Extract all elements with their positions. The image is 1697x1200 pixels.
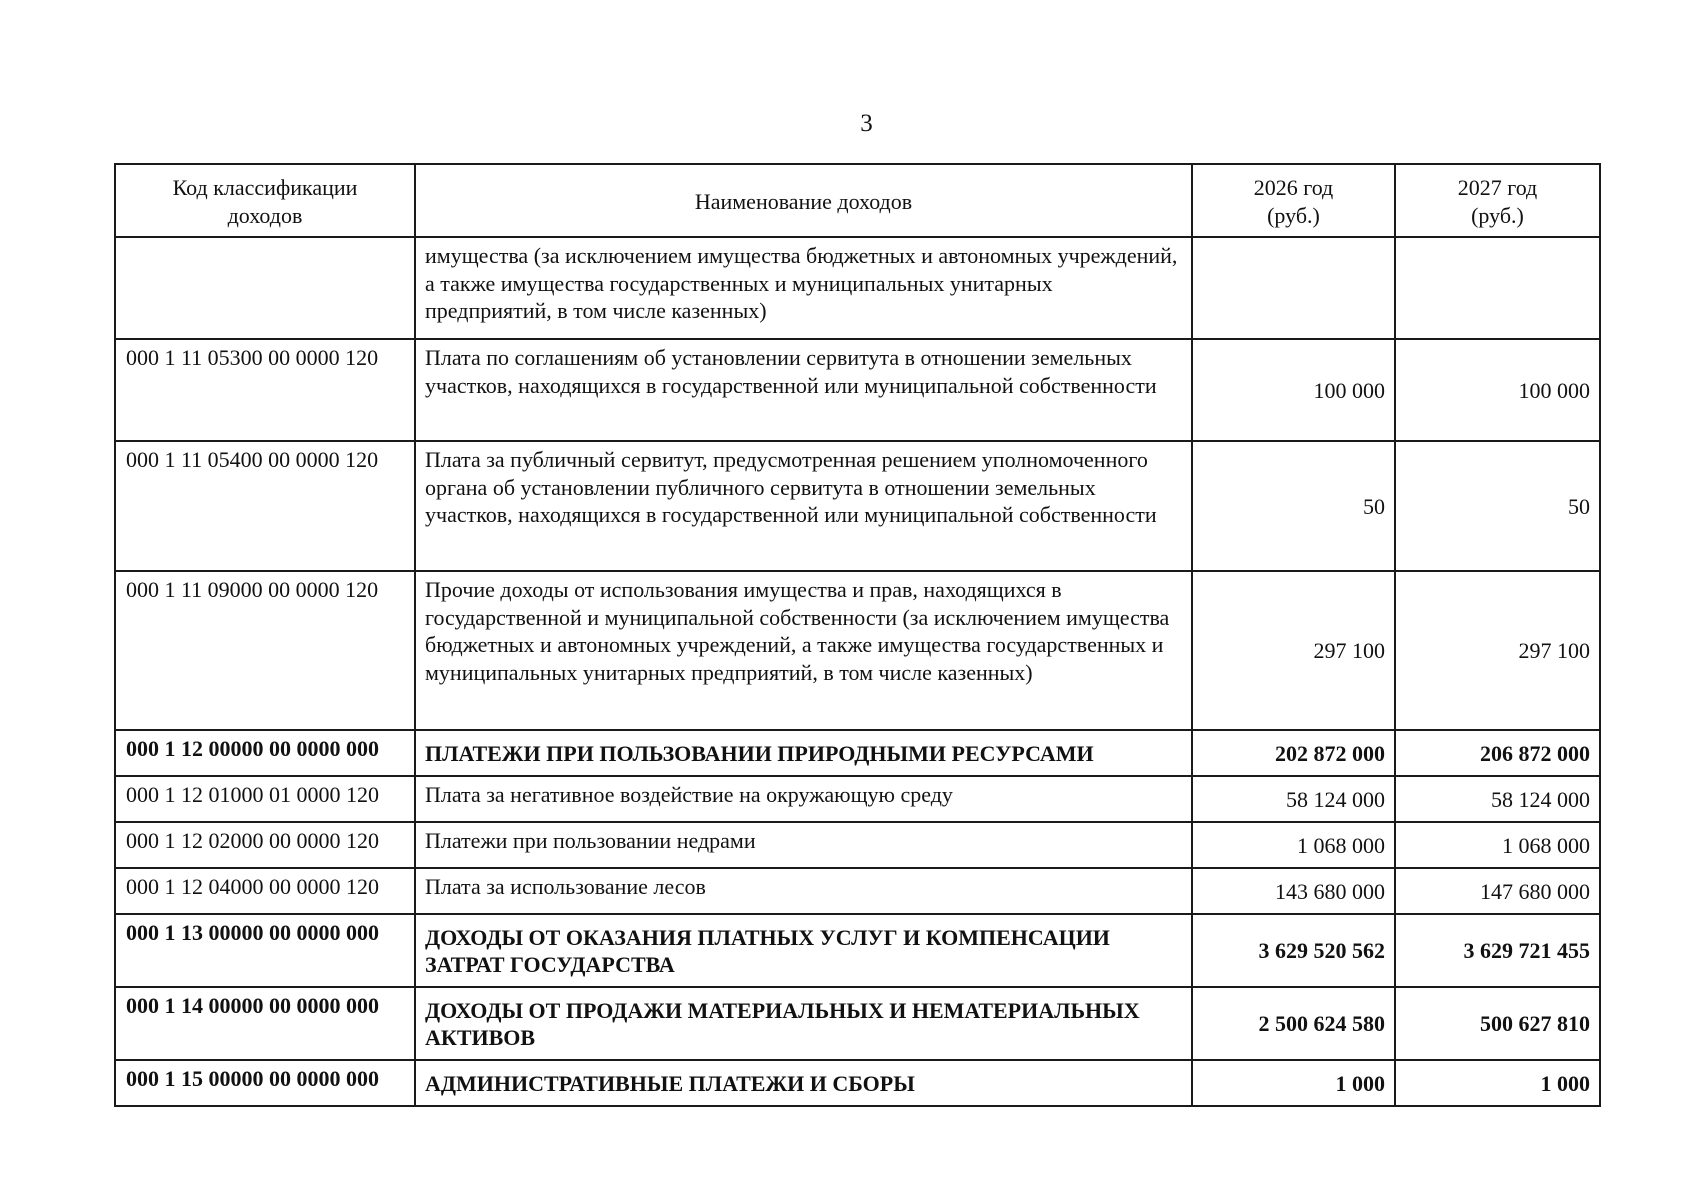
row-name: АДМИНИСТРАТИВНЫЕ ПЛАТЕЖИ И СБОРЫ xyxy=(415,1060,1192,1106)
row-value-2026: 2 500 624 580 xyxy=(1192,987,1395,1060)
row-value-2027: 3 629 721 455 xyxy=(1395,914,1600,987)
page-number: 3 xyxy=(860,110,873,137)
table-row xyxy=(115,1060,1600,1106)
header-year-2027: 2027 год (руб.) xyxy=(1395,164,1600,237)
row-code: 000 1 11 05400 00 0000 120 xyxy=(115,441,415,571)
row-value-2027: 50 xyxy=(1395,441,1600,571)
table-row xyxy=(115,571,1600,730)
row-name: ДОХОДЫ ОТ ПРОДАЖИ МАТЕРИАЛЬНЫХ И НЕМАТЕРИАЛЬНЫХ АКТИВОВ xyxy=(415,987,1192,1060)
table-row xyxy=(115,339,1600,441)
row-code: 000 1 12 04000 00 0000 120 xyxy=(115,868,415,914)
row-name: Плата за негативное воздействие на окружающую среду xyxy=(415,776,1192,822)
table-row xyxy=(115,441,1600,571)
header-name: Наименование доходов xyxy=(415,164,1192,237)
income-table xyxy=(114,163,1601,1107)
row-name: Плата за публичный сервитут, предусмотренная решением уполномоченного органа об установлении публичного сервитута в отношении земельных участков, находящихся в государственной или муниципальной собственности xyxy=(415,441,1192,571)
row-code: 000 1 12 01000 01 0000 120 xyxy=(115,776,415,822)
row-value-2026: 143 680 000 xyxy=(1192,868,1395,914)
row-code: 000 1 11 05300 00 0000 120 xyxy=(115,339,415,441)
row-value-2026: 3 629 520 562 xyxy=(1192,914,1395,987)
row-code: 000 1 12 02000 00 0000 120 xyxy=(115,822,415,868)
row-name: ДОХОДЫ ОТ ОКАЗАНИЯ ПЛАТНЫХ УСЛУГ И КОМПЕНСАЦИИ ЗАТРАТ ГОСУДАРСТВА xyxy=(415,914,1192,987)
table-row xyxy=(115,914,1600,987)
header-code: Код классификации доходов xyxy=(115,164,415,237)
row-value-2026 xyxy=(1192,237,1395,339)
row-value-2026: 50 xyxy=(1192,441,1395,571)
row-value-2027: 297 100 xyxy=(1395,571,1600,730)
row-name: Прочие доходы от использования имущества и прав, находящихся в государственной и муниципальной собственности (за исключением имущества бюджетных и автономных учреждений, а также имущества государственных и муниципальных унитарных предприятий, в том числе казенных) xyxy=(415,571,1192,730)
table-row xyxy=(115,730,1600,776)
row-name: Плата по соглашениям об установлении сервитута в отношении земельных участков, находящихся в государственной или муниципальной собственности xyxy=(415,339,1192,441)
table-row xyxy=(115,822,1600,868)
table-row xyxy=(115,237,1600,339)
row-code: 000 1 11 09000 00 0000 120 xyxy=(115,571,415,730)
row-code xyxy=(115,237,415,339)
row-value-2027 xyxy=(1395,237,1600,339)
row-name: имущества (за исключением имущества бюджетных и автономных учреждений, а также имущества государственных и муниципальных унитарных предприятий, в том числе казенных) xyxy=(415,237,1192,339)
row-code: 000 1 15 00000 00 0000 000 xyxy=(115,1060,415,1106)
row-value-2027: 58 124 000 xyxy=(1395,776,1600,822)
row-value-2026: 58 124 000 xyxy=(1192,776,1395,822)
row-value-2027: 1 000 xyxy=(1395,1060,1600,1106)
row-name: ПЛАТЕЖИ ПРИ ПОЛЬЗОВАНИИ ПРИРОДНЫМИ РЕСУРСАМИ xyxy=(415,730,1192,776)
row-value-2026: 1 000 xyxy=(1192,1060,1395,1106)
header-year-2026: 2026 год (руб.) xyxy=(1192,164,1395,237)
row-value-2026: 297 100 xyxy=(1192,571,1395,730)
row-value-2026: 1 068 000 xyxy=(1192,822,1395,868)
row-value-2027: 206 872 000 xyxy=(1395,730,1600,776)
row-value-2027: 500 627 810 xyxy=(1395,987,1600,1060)
row-value-2027: 147 680 000 xyxy=(1395,868,1600,914)
table-row xyxy=(115,776,1600,822)
table-row xyxy=(115,987,1600,1060)
table-header-row xyxy=(115,164,1600,237)
row-value-2027: 100 000 xyxy=(1395,339,1600,441)
row-value-2027: 1 068 000 xyxy=(1395,822,1600,868)
row-name: Платежи при пользовании недрами xyxy=(415,822,1192,868)
row-code: 000 1 12 00000 00 0000 000 xyxy=(115,730,415,776)
row-code: 000 1 13 00000 00 0000 000 xyxy=(115,914,415,987)
row-name: Плата за использование лесов xyxy=(415,868,1192,914)
row-code: 000 1 14 00000 00 0000 000 xyxy=(115,987,415,1060)
row-value-2026: 202 872 000 xyxy=(1192,730,1395,776)
table-row xyxy=(115,868,1600,914)
row-value-2026: 100 000 xyxy=(1192,339,1395,441)
